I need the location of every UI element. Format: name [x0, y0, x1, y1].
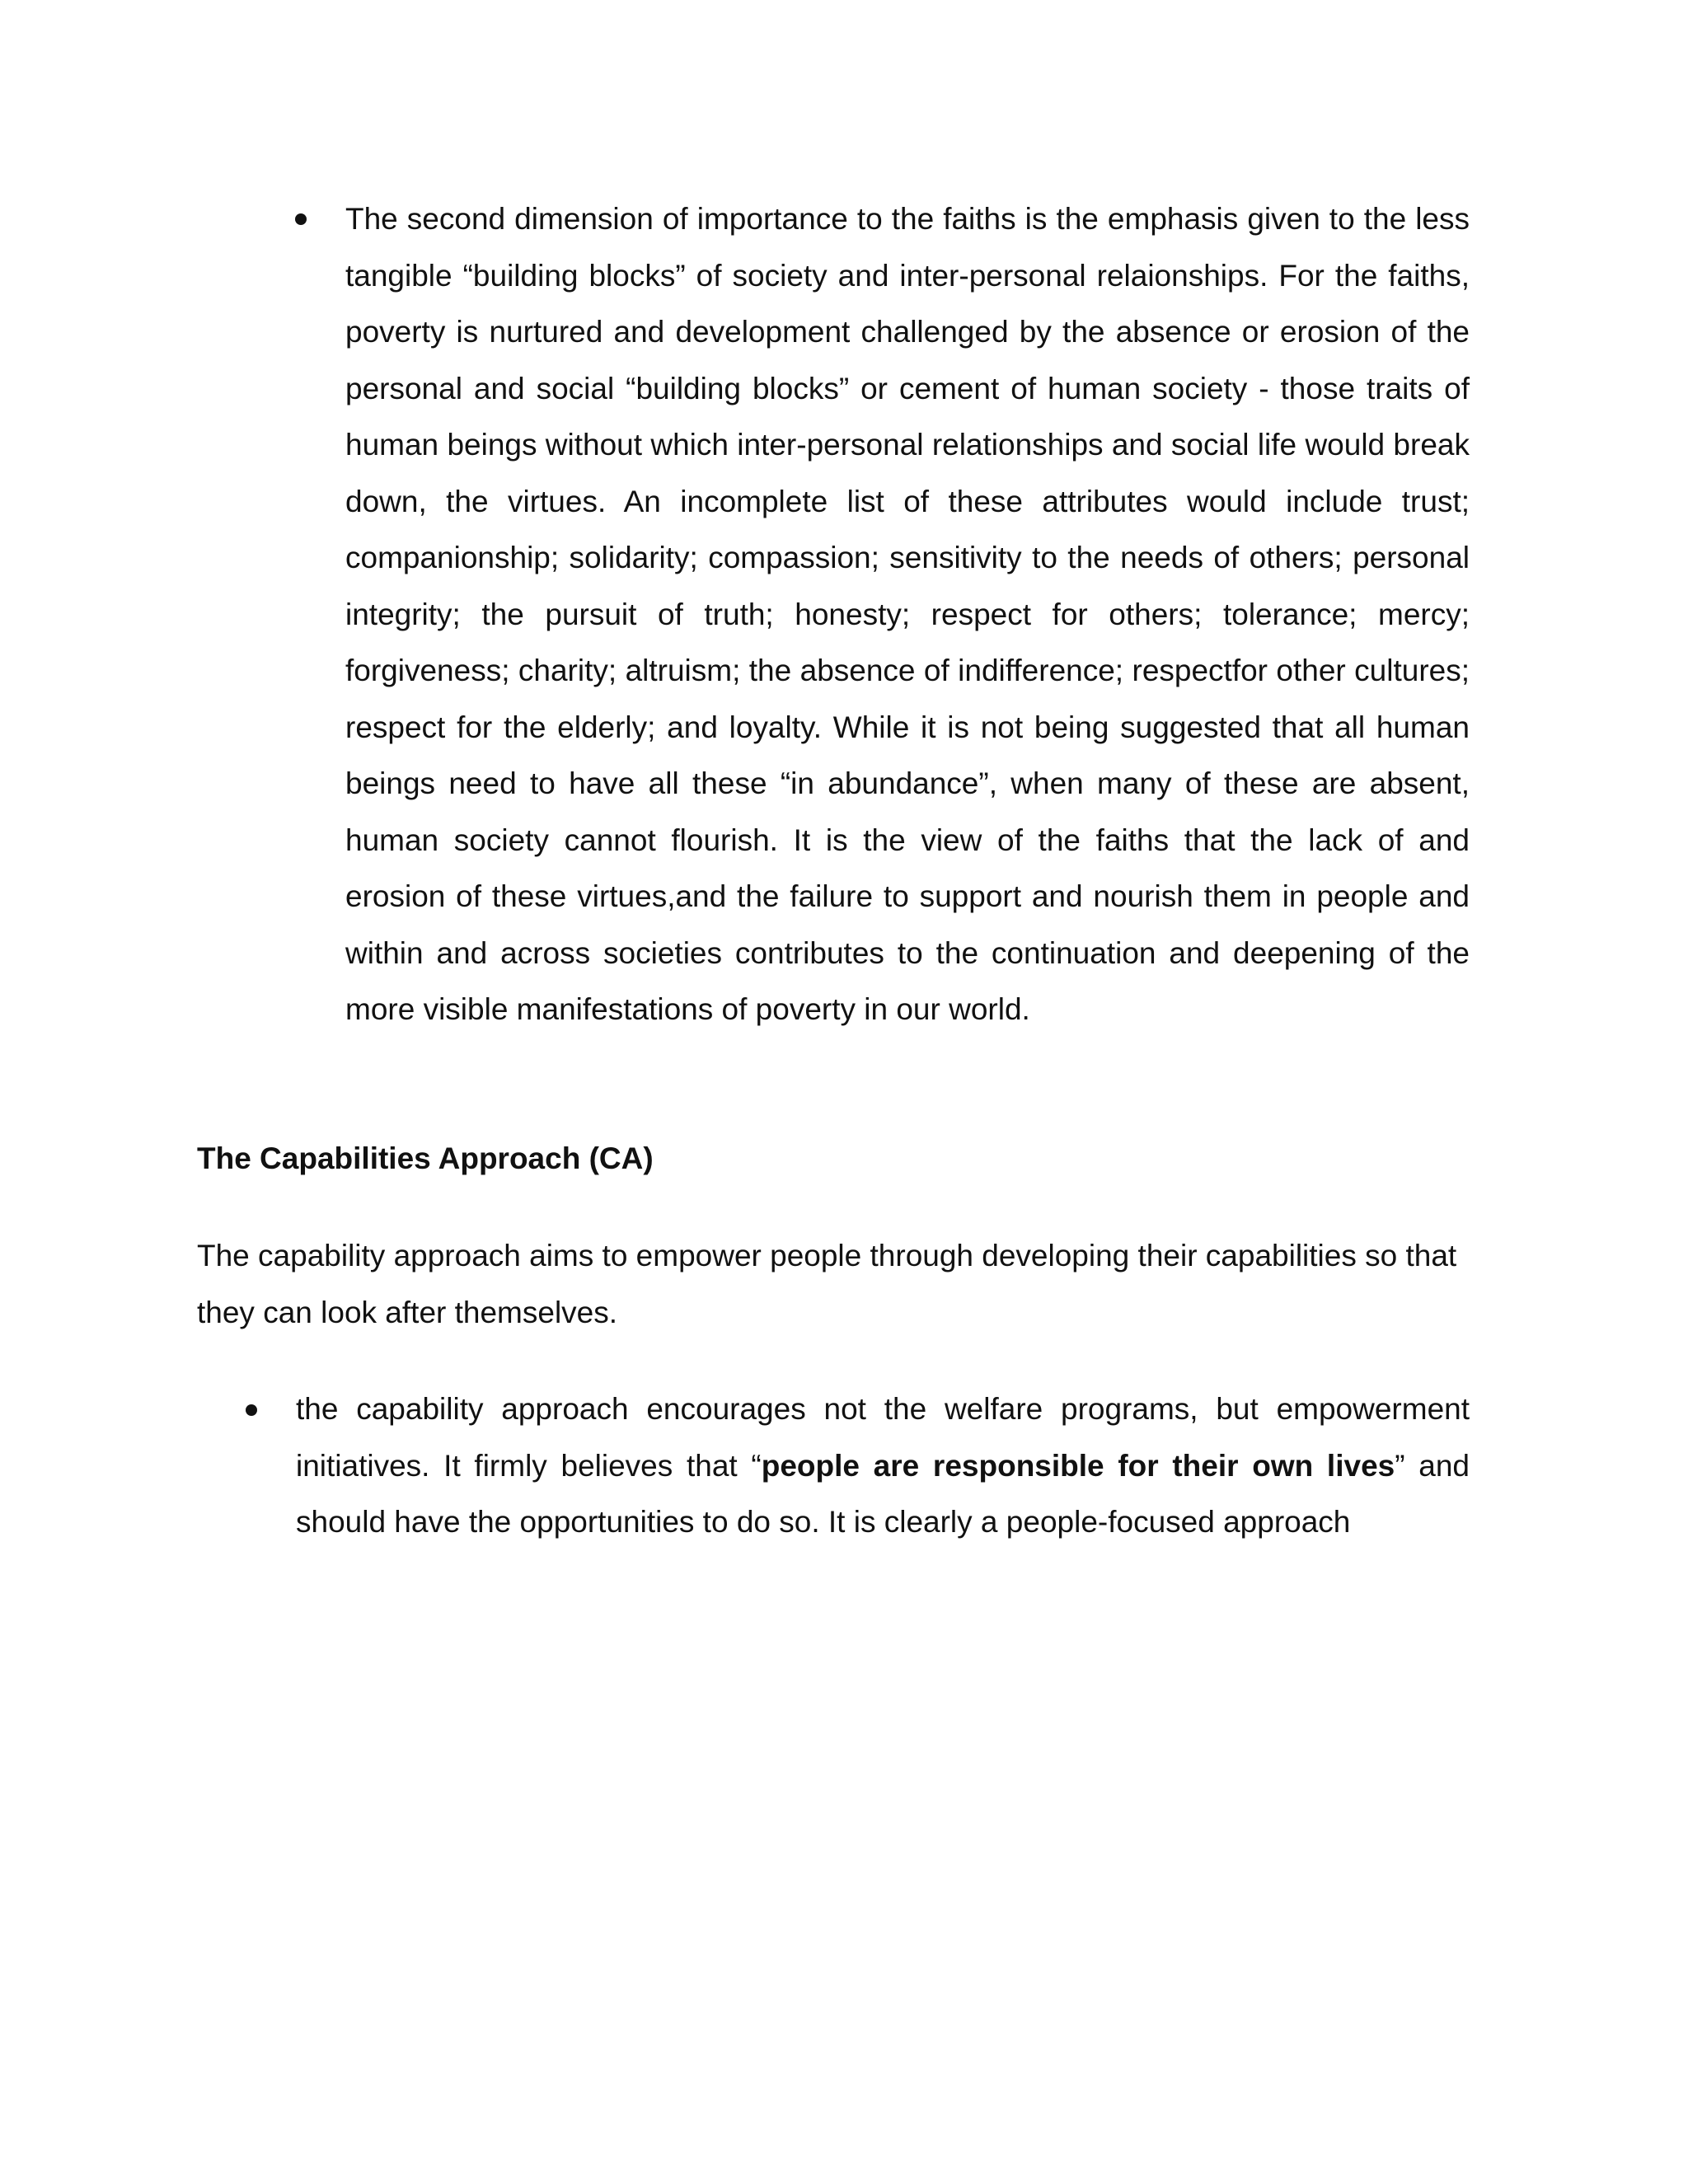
bullet-text-capability-approach	[296, 1381, 1470, 1551]
bullet-text-second-dimension: The second dimension of importance to the faiths is the emphasis given to the less tangible “building blocks” of society and inter-personal relaionships. For the faiths, poverty is nurtured and development challenged by the absence or erosion of the personal and social “building blocks” or cement of human society - those traits of human beings without which inter-personal relationships and social life would break down, the virtues. An incomplete list of these attributes would include trust; companionship; solidarity; compassion; sensitivity to the needs of others; personal integrity; the pursuit of truth; honesty; respect for others; tolerance; mercy; forgiveness; charity; altruism; the absence of indifference; respectfor other cultures; respect for the elderly; and loyalty. While it is not being suggested that all human beings need to have all these “in abundance”, when many of these are absent, human society cannot flourish. It is the view of the faiths that the lack of and erosion of these virtues,and the failure to support and nourish them in people and within and across societies contributes to the continuation and deepening of the more visible manifestations of poverty in our world.	[345, 202, 1470, 1026]
bullet-item-capability-approach	[246, 1381, 1470, 1551]
bullet-text-after-emphasis: ” and should have the opportunities to do so. It is clearly a people-focused approach	[296, 1448, 1470, 1539]
bullet-point-icon	[295, 213, 307, 225]
bullet-item-second-dimension	[295, 191, 1470, 1038]
emphasized-quote: people are responsible for their own lives	[761, 1448, 1395, 1483]
section-heading: The Capabilities Approach (CA)	[197, 1141, 654, 1175]
bullet-text-before-emphasis: the capability approach encourages not the welfare programs, but empowerment initiatives. It firmly believes that “	[296, 1392, 1470, 1483]
intro-paragraph: The capability approach aims to empower people through developing their capabilities so that they can look after themselves.	[197, 1239, 1457, 1329]
bullet-point-icon	[246, 1404, 257, 1416]
